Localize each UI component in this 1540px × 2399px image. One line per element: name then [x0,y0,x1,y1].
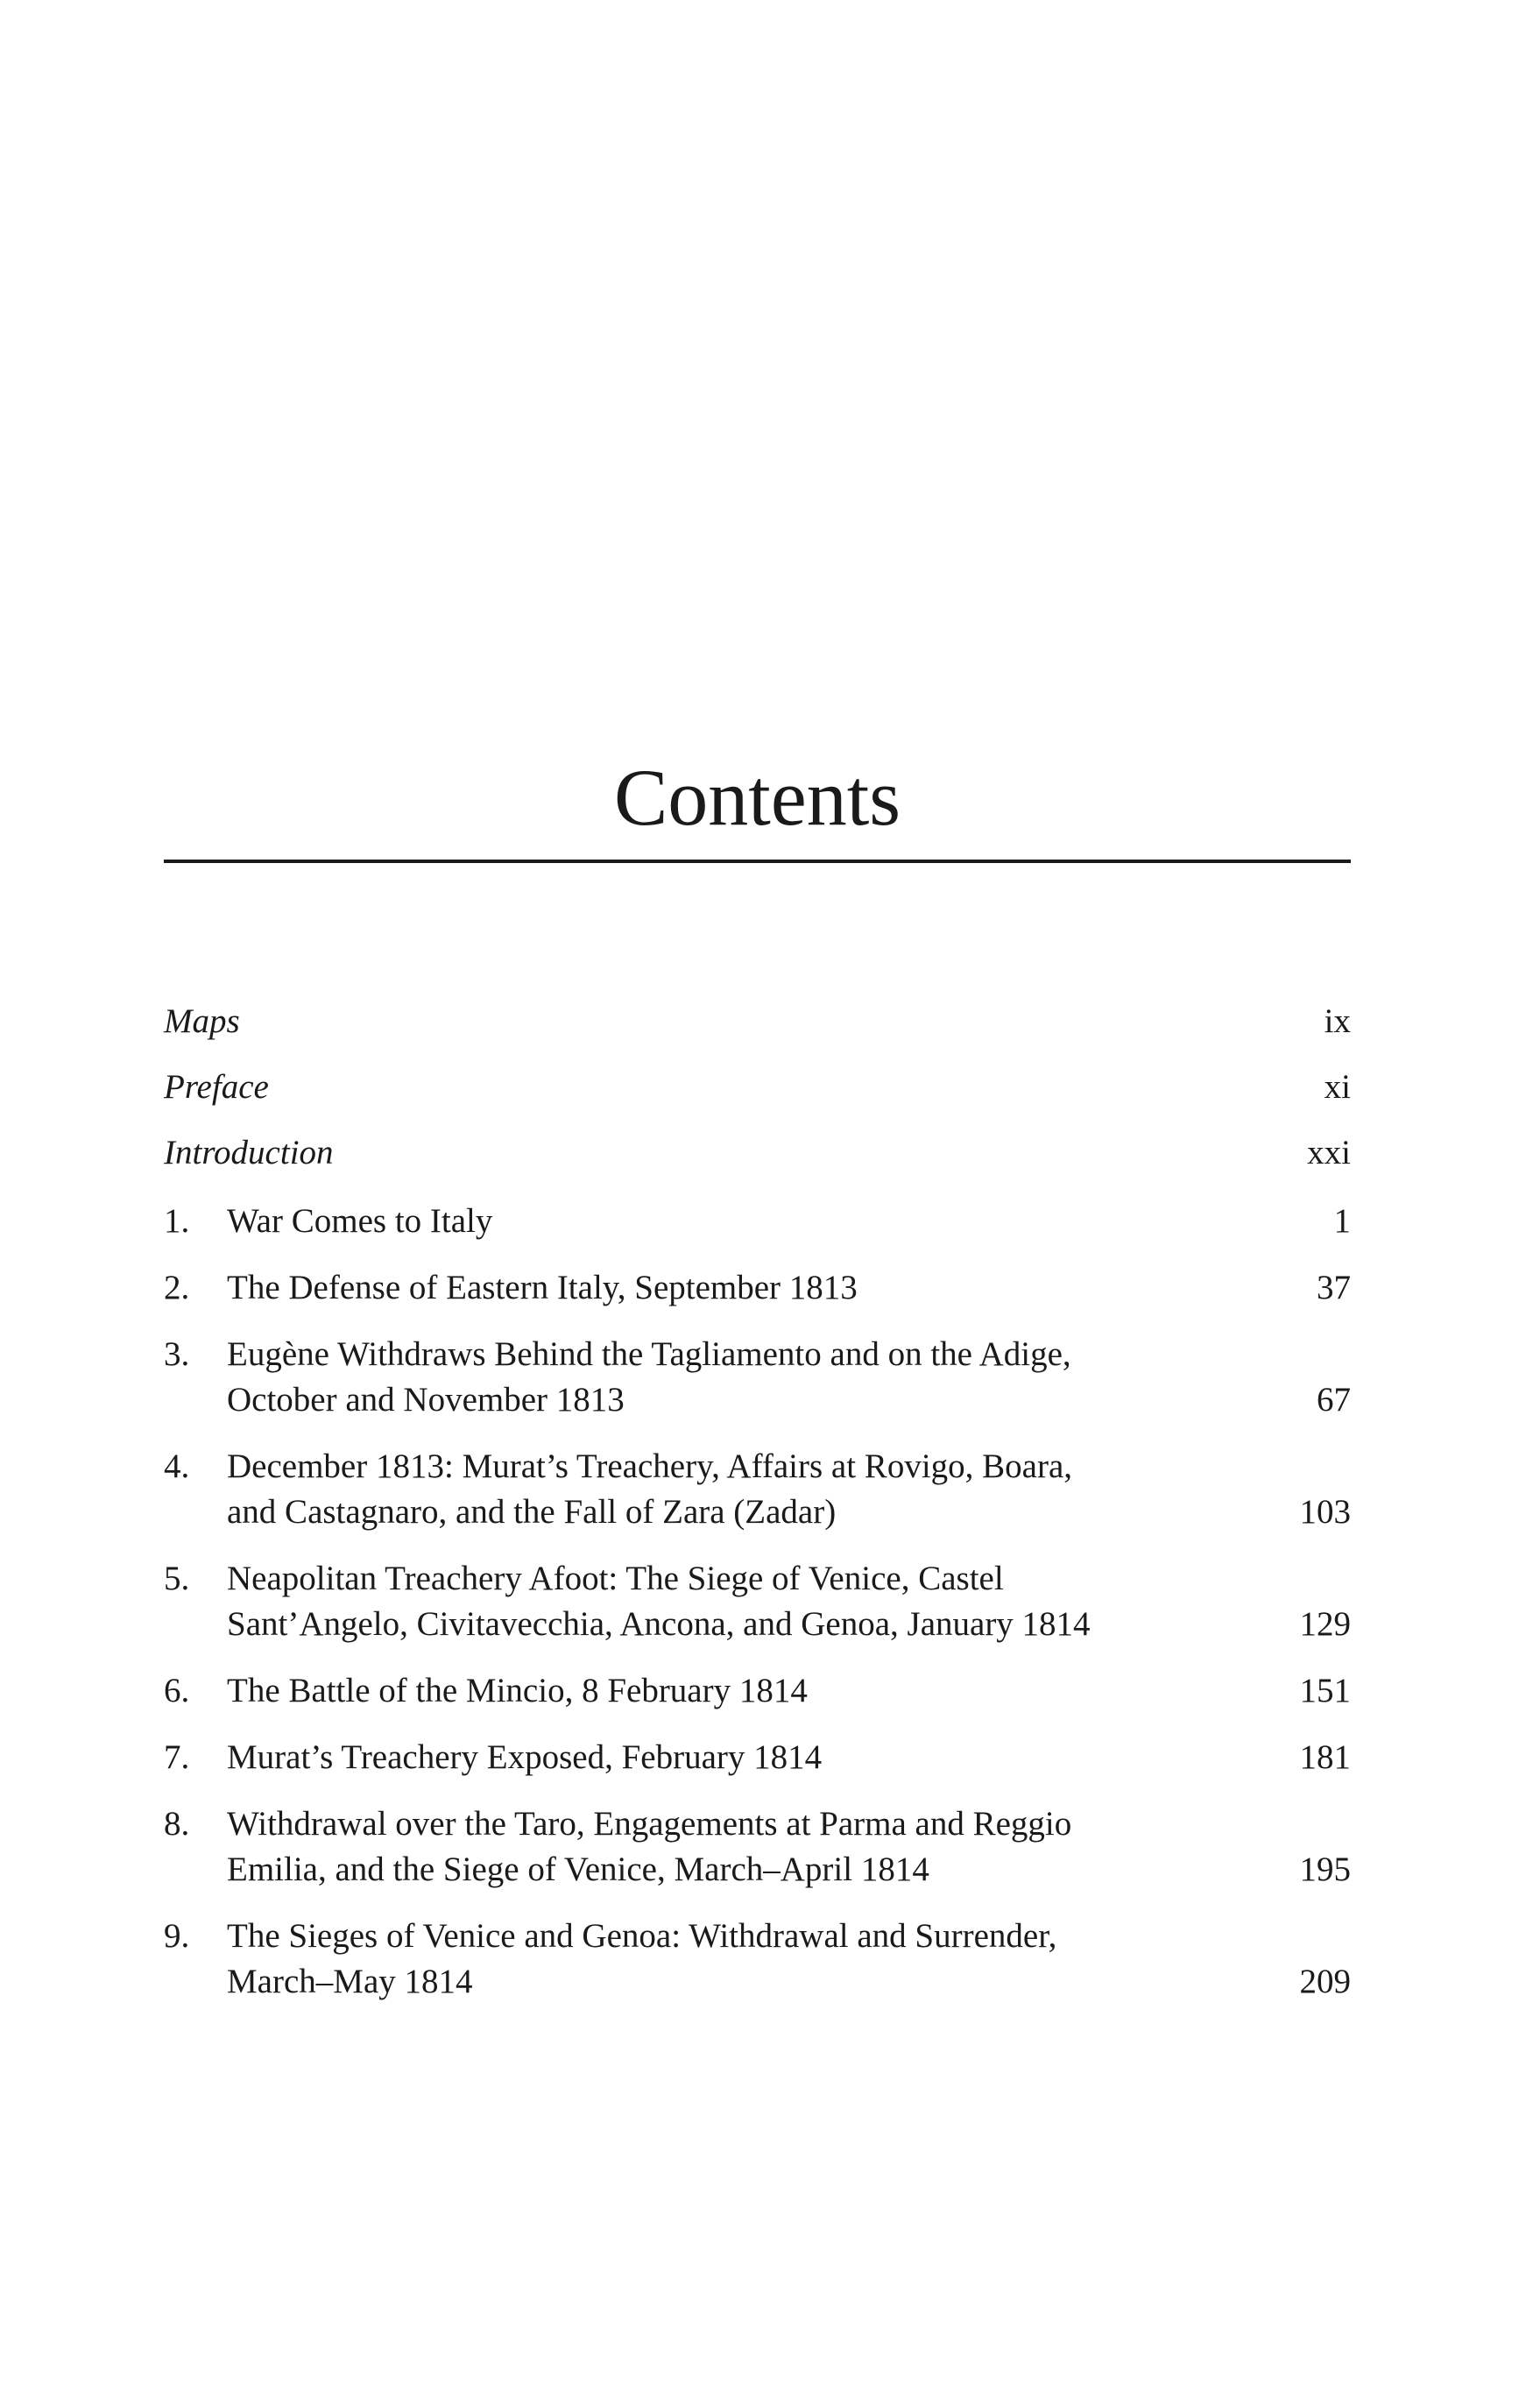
chapter-title-line: The Defense of Eastern Italy, September 1813 [227,1269,858,1306]
chapter-title-line: Withdrawal over the Taro, Engagements at Parma and Reggio [227,1805,1072,1843]
toc-entry-label: Introduction [164,1134,334,1171]
chapter-title-line: The Sieges of Venice and Genoa: Withdrawal and Surrender, [227,1917,1057,1955]
chapter-number: 5. [164,1560,190,1597]
chapter-number: 9. [164,1917,190,1955]
toc-entry-label: Preface [164,1068,269,1106]
toc-chapter-8 [164,1801,1351,1893]
chapter-title-line: March–May 1814 [227,1963,473,2000]
page-title: Contents [613,753,901,842]
chapter-title-line: December 1813: Murat’s Treachery, Affairs at Rovigo, Boara, [227,1447,1073,1485]
toc-entry-page: xi [1324,1068,1351,1106]
chapter-title-line: Emilia, and the Siege of Venice, March–April 1814 [227,1851,929,1888]
chapter-title [227,1668,1190,1714]
toc-chapter-7 [164,1735,1351,1780]
chapter-title-line: and Castagnaro, and the Fall of Zara (Zadar) [227,1493,837,1531]
toc-entry-page: ix [1324,1002,1351,1040]
chapter-title-line: Eugène Withdraws Behind the Tagliamento and on the Adige, [227,1335,1071,1373]
chapter-title [227,1914,1190,2005]
toc-entry-introduction [164,1130,1351,1176]
toc-entry-label: Maps [164,1002,240,1040]
toc-chapter-5 [164,1556,1351,1647]
chapter-number: 4. [164,1447,190,1485]
chapter-title-line: October and November 1813 [227,1381,625,1419]
toc-entry-preface [164,1065,1351,1110]
chapter-title [227,1444,1190,1535]
chapter-title-line: Neapolitan Treachery Afoot: The Siege of Venice, Castel [227,1560,1004,1597]
chapter-title [227,1199,1190,1244]
chapter-title [227,1265,1190,1311]
title-rule [164,860,1351,863]
chapter-title-line: Sant’Angelo, Civitavecchia, Ancona, and Genoa, January 1814 [227,1605,1091,1643]
toc-chapter-1 [164,1199,1351,1244]
front-matter-list [164,999,1351,1176]
toc-chapter-4 [164,1444,1351,1535]
toc-chapter-3 [164,1332,1351,1423]
toc-chapter-2 [164,1265,1351,1311]
chapter-page: 209 [1299,1963,1351,2000]
chapter-page: 103 [1299,1493,1351,1531]
chapter-page: 129 [1299,1605,1351,1643]
chapter-title-line: The Battle of the Mincio, 8 February 1814 [227,1672,808,1709]
toc-entry-page: xxi [1307,1134,1351,1171]
chapter-number: 1. [164,1202,190,1240]
chapter-title-line: War Comes to Italy [227,1202,493,1240]
toc-entry-maps [164,999,1351,1044]
chapter-number: 6. [164,1672,190,1709]
toc-chapter-6 [164,1668,1351,1714]
chapter-number: 2. [164,1269,190,1306]
book-page [164,0,1351,2399]
chapter-page: 37 [1317,1269,1351,1306]
chapter-number: 7. [164,1738,190,1776]
chapter-page: 181 [1299,1738,1351,1776]
chapter-page: 151 [1299,1672,1351,1709]
chapter-number: 3. [164,1335,190,1373]
chapter-title-line: Murat’s Treachery Exposed, February 1814 [227,1738,823,1776]
chapter-number: 8. [164,1805,190,1843]
chapter-title [227,1332,1190,1423]
toc-chapter-9 [164,1914,1351,2005]
chapter-title [227,1735,1190,1780]
chapter-title [227,1801,1190,1893]
chapter-page: 195 [1299,1851,1351,1888]
chapter-title [227,1556,1190,1647]
chapter-page: 67 [1317,1381,1351,1419]
chapter-list [164,1199,1351,2005]
chapter-page: 1 [1333,1202,1351,1240]
table-of-contents [164,999,1351,2026]
